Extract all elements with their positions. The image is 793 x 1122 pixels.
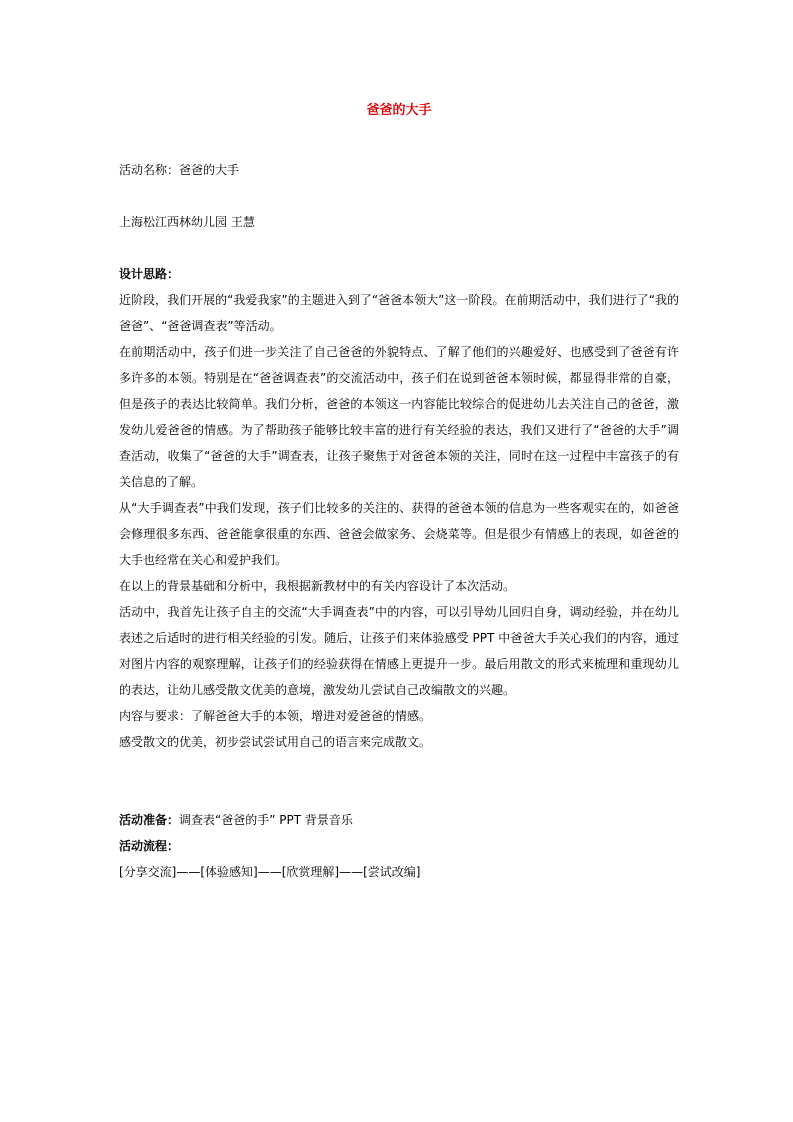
paragraph-5: 活动中，我首先让孩子自主的交流“大手调查表”中的内容，可以引导幼儿回归自身，调动经验，并在幼儿表述之后适时的进行相关经验的引发。随后，让孩子们来体验感受 PPT 中爸爸大手关心我们的内容，通过对图片内容的观察理解，让孩子们的经验获得在情感上更提升一步。最后用散文的形式来梳理和重现幼儿的表达，让幼儿感受散文优美的意境，激发幼儿尝试自己改编散文的兴趣。: [119, 605, 679, 697]
flow-text: [分享交流]——[体验感知]——[欣赏理解]——[尝试改编]: [119, 865, 421, 879]
document-title: 爸爸的大手: [366, 103, 432, 118]
activity-prep: [119, 807, 679, 833]
paragraph-3: 从“大手调查表”中我们发现，孩子们比较多的关注的、获得的爸爸本领的信息为一些客观实在的，如爸爸会修理很多东西、爸爸能拿很重的东西、爸爸会做家务、会烧菜等。但是很少有情感上的表现，如爸爸的大手也经常在关心和爱护我们。: [119, 501, 679, 567]
design-heading: 设计思路：: [119, 267, 180, 281]
spacer: [119, 235, 679, 261]
paragraph-2: 在前期活动中，孩子们进一步关注了自己爸爸的外貌特点、了解了他们的兴趣爱好、也感受到了爸爸有许多许多的本领。特别是在“爸爸调查表”的交流活动中，孩子们在说到爸爸本领时候，都显得非常的自豪，但是孩子的表达比较简单。我们分析，爸爸的本领这一内容能比较综合的促进幼儿去关注自己的爸爸，激发幼儿爱爸爸的情感。为了帮助孩子能够比较丰富的进行有关经验的表达，我们又进行了“爸爸的大手”调查活动，收集了“爸爸的大手”调查表，让孩子聚焦于对爸爸本领的关注，同时在这一过程中丰富孩子的有关信息的了解。: [119, 345, 679, 489]
author-line: 上海松江西林幼儿园 王慧: [119, 215, 255, 229]
paragraph-1: 近阶段，我们开展的“我爱我家”的主题进入到了“爸爸本领大”这一阶段。在前期活动中，我们进行了“我的爸爸”、“爸爸调查表”等活动。: [119, 293, 679, 333]
flow-heading: 活动流程：: [119, 839, 180, 853]
prep-label: 活动准备：: [119, 813, 180, 827]
spacer: [119, 755, 679, 807]
spacer: [119, 183, 679, 209]
paragraph-6: 内容与要求：了解爸爸大手的本领，增进对爱爸爸的情感。: [119, 709, 432, 723]
prep-text: 调查表“爸爸的手” PPT 背景音乐: [179, 813, 353, 827]
paragraph-7: 感受散文的优美，初步尝试尝试用自己的语言来完成散文。: [119, 735, 432, 749]
activity-name: 活动名称：爸爸的大手: [119, 163, 240, 177]
paragraph-4: 在以上的背景基础和分析中，我根据新教材中的有关内容设计了本次活动。: [119, 579, 516, 593]
document-content: [119, 101, 679, 885]
